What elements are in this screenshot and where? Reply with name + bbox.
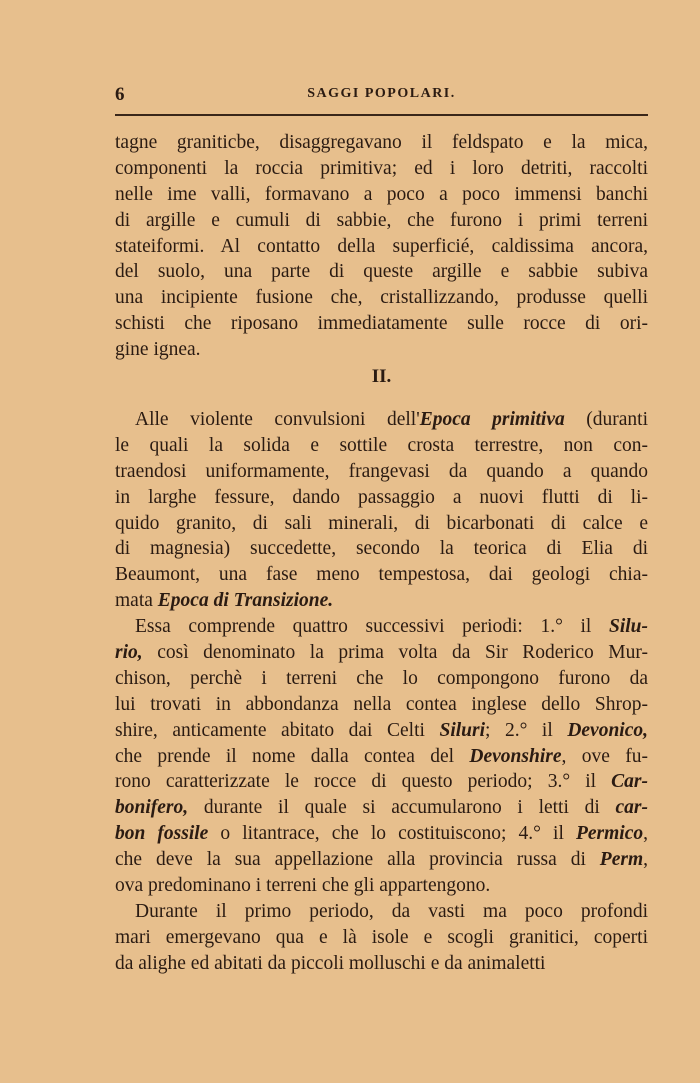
text-block-1 bbox=[115, 130, 648, 363]
text-line bbox=[115, 285, 648, 311]
text-line bbox=[115, 536, 648, 562]
text-segment: Beaumont, una fase meno tempestosa, dai geologi chia- bbox=[115, 564, 648, 586]
text-segment: Essa comprende quattro successivi periodi: 1.° il bbox=[135, 616, 609, 638]
text-block-2 bbox=[115, 407, 648, 977]
text-line bbox=[115, 433, 648, 459]
text-line bbox=[115, 821, 648, 847]
text-segment: (duranti bbox=[564, 409, 649, 430]
text-line bbox=[115, 795, 648, 821]
italic-text: Devonico, bbox=[567, 719, 648, 741]
text-line bbox=[115, 588, 648, 614]
italic-text: car- bbox=[615, 797, 648, 819]
italic-text: Silu- bbox=[608, 616, 648, 638]
text-segment: in larghe fessure, dando passaggio a nuovi flutti di li- bbox=[115, 486, 648, 508]
text-segment: nelle ime valli, formavano a poco a poco immensi banchi bbox=[115, 183, 648, 205]
text-line bbox=[115, 951, 648, 977]
text-line bbox=[115, 744, 648, 770]
header-rule bbox=[115, 114, 648, 116]
section-heading: II. bbox=[371, 366, 392, 387]
text-segment: lui trovati in abbondanza nella contea inglese dello Shrop- bbox=[115, 693, 648, 715]
italic-text: Devonshire bbox=[469, 745, 562, 767]
page-number: 6 bbox=[115, 84, 125, 105]
text-segment: che prende il nome dalla contea del bbox=[115, 745, 470, 767]
text-line bbox=[115, 407, 648, 433]
text-segment: rono caratterizzate le rocce di questo periodo; 3.° il bbox=[115, 771, 612, 793]
text-line bbox=[115, 485, 648, 511]
text-line bbox=[115, 459, 648, 485]
text-line bbox=[115, 208, 648, 234]
page-header bbox=[115, 84, 648, 106]
text-segment: così denominato la prima volta da Sir Roderico Mur- bbox=[142, 642, 648, 664]
text-segment: , bbox=[643, 849, 648, 871]
text-line bbox=[115, 156, 648, 182]
text-line bbox=[115, 769, 648, 795]
text-line bbox=[115, 718, 648, 744]
text-segment: ; 2.° il bbox=[485, 719, 568, 741]
text-segment: quido granito, di sali minerali, di bicarbonati di calce e bbox=[115, 512, 648, 534]
text-segment: , bbox=[643, 823, 648, 845]
italic-text: Car- bbox=[611, 771, 648, 793]
text-segment: traendosi uniformamente, frangevasi da quando a quando bbox=[115, 460, 648, 482]
text-segment: shire, anticamente abitato dai Celti bbox=[115, 719, 440, 741]
text-line bbox=[115, 182, 648, 208]
italic-text: rio, bbox=[115, 642, 143, 664]
text-line bbox=[115, 666, 648, 692]
text-line bbox=[115, 614, 648, 640]
text-segment: Durante il primo periodo, da vasti ma poco profondi bbox=[135, 900, 648, 922]
text-segment: o litantrace, che lo costituiscono; 4.° il bbox=[208, 823, 576, 845]
text-segment: gine ignea. bbox=[115, 339, 201, 361]
text-segment: Alle violente convulsioni dell' bbox=[135, 409, 420, 430]
text-line bbox=[115, 640, 648, 666]
text-segment: durante il quale si accumularono i letti di bbox=[188, 797, 616, 819]
text-line bbox=[115, 130, 648, 156]
text-segment: stateiformi. Al contatto della superficié, caldissima ancora, bbox=[115, 235, 648, 257]
text-segment: le quali la solida e sottile crosta terrestre, non con- bbox=[115, 434, 648, 456]
text-segment: tagne graniticbe, disaggregavano il feldspato e la mica, bbox=[115, 132, 648, 153]
italic-text: bon fossile bbox=[115, 823, 209, 845]
text-line bbox=[115, 511, 648, 537]
text-segment: di magnesia) succedette, secondo la teorica di Elia di bbox=[115, 538, 648, 560]
running-title: SAGGI POPOLARI. bbox=[307, 86, 456, 101]
text-line bbox=[115, 925, 648, 951]
text-segment: mari emergevano qua e là isole e scogli granitici, coperti bbox=[115, 926, 648, 948]
text-line bbox=[115, 311, 648, 337]
text-segment: del suolo, una parte di queste argille e sabbie subiva bbox=[115, 261, 648, 283]
text-segment: ova predominano i terreni che gli appartengono. bbox=[115, 875, 491, 897]
italic-text: Epoca di Transizione. bbox=[157, 590, 334, 612]
text-line bbox=[115, 899, 648, 925]
italic-text: Permico bbox=[575, 823, 644, 845]
text-line bbox=[115, 337, 648, 363]
text-segment: , ove fu- bbox=[561, 745, 648, 767]
text-segment: componenti la roccia primitiva; ed i loro detriti, raccolti bbox=[115, 157, 648, 179]
text-segment: da alighe ed abitati da piccoli molluschi e da animaletti bbox=[115, 952, 546, 974]
text-segment: una incipiente fusione che, cristallizzando, produsse quelli bbox=[115, 287, 648, 309]
italic-text: Perm bbox=[599, 849, 644, 871]
italic-text: Epoca primitiva bbox=[419, 409, 565, 430]
text-line bbox=[115, 234, 648, 260]
italic-text: Siluri bbox=[439, 719, 486, 741]
text-segment: mata bbox=[115, 590, 158, 612]
text-line bbox=[115, 562, 648, 588]
text-segment: schisti che riposano immediatamente sulle rocce di ori- bbox=[115, 313, 648, 335]
text-line bbox=[115, 873, 648, 899]
text-line bbox=[115, 847, 648, 873]
text-segment: di argille e cumuli di sabbie, che furono i primi terreni bbox=[115, 209, 648, 231]
text-segment: chison, perchè i terreni che lo compongono furono da bbox=[115, 667, 648, 689]
text-line bbox=[115, 692, 648, 718]
italic-text: bonifero, bbox=[115, 797, 189, 819]
text-line bbox=[115, 259, 648, 285]
text-segment: che deve la sua appellazione alla provincia russa di bbox=[115, 849, 600, 871]
